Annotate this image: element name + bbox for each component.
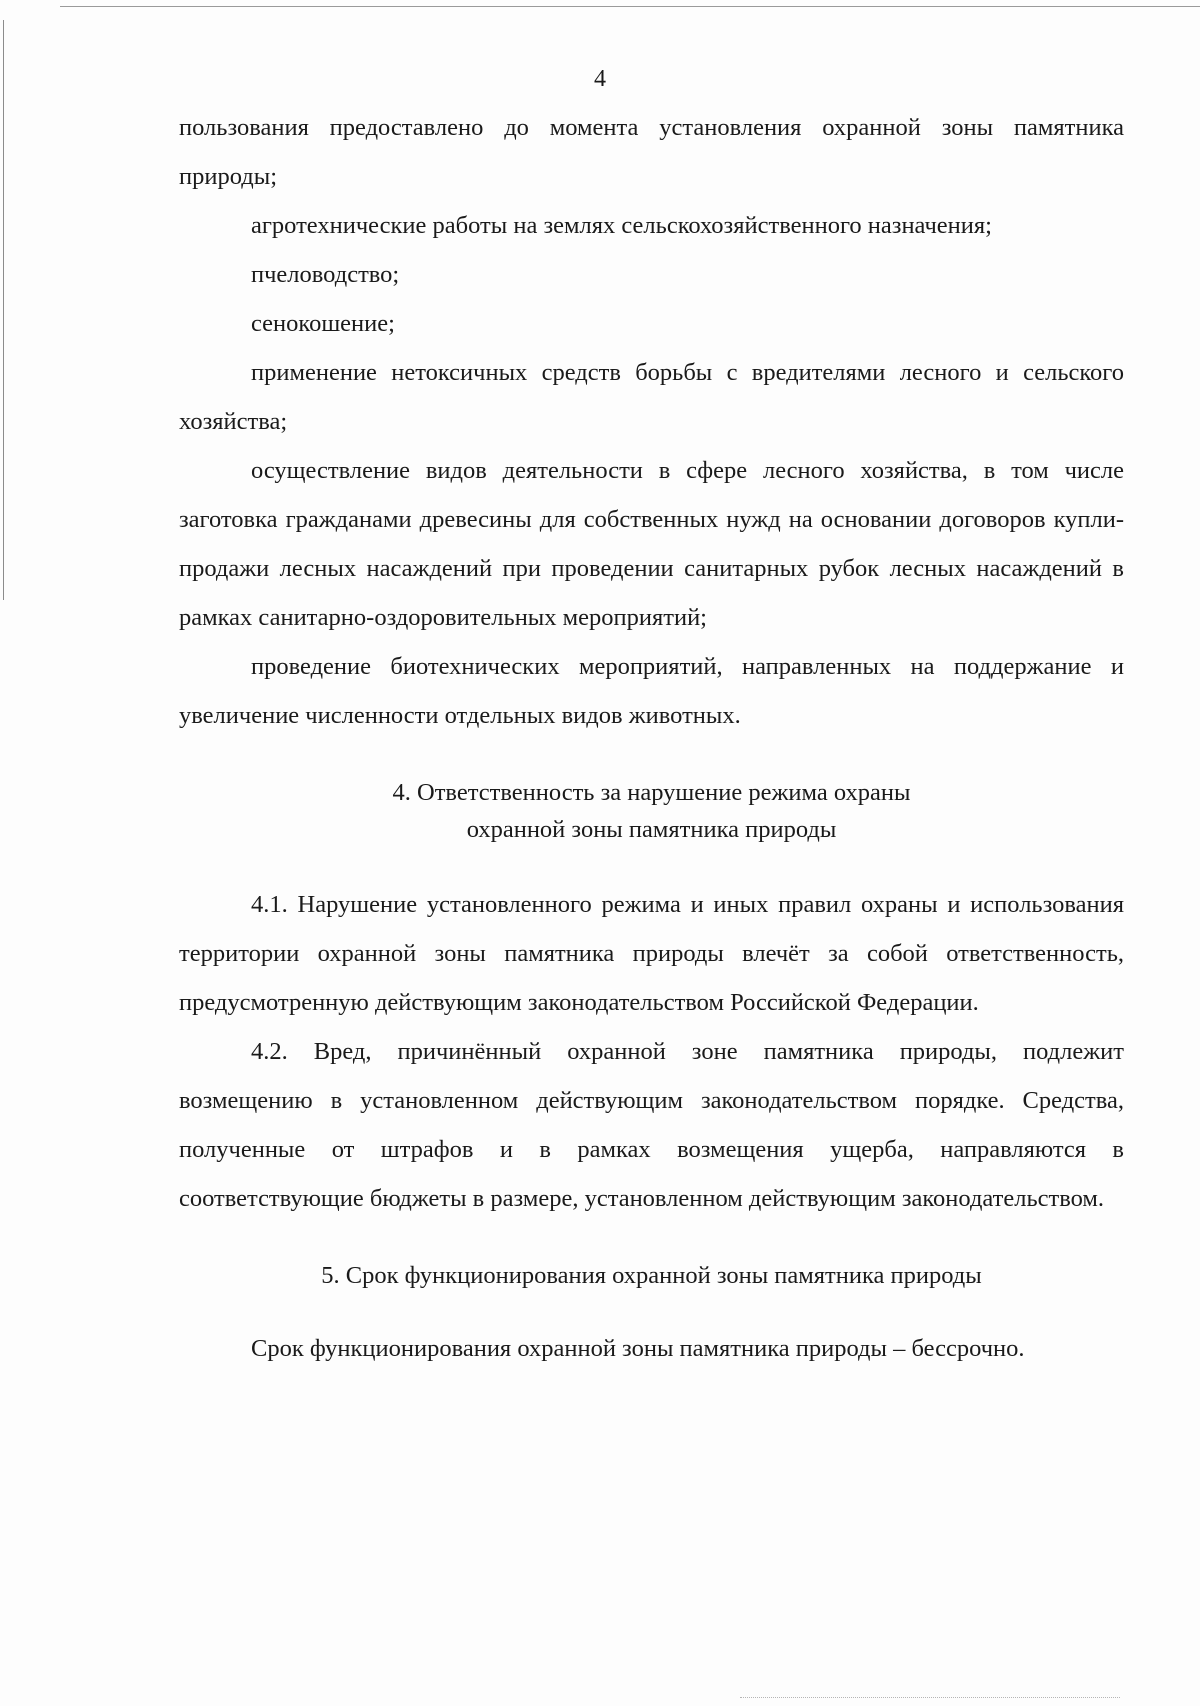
list-item-beekeeping: пчеловодство; — [251, 261, 400, 288]
section-4-paragraph-1: 4.1. Нарушение установленного режима и иных правил охраны и использования территории охранной зоны памятника природы влечёт за собой ответственность, предусмотренную действующим законодательством Российской Федерации. — [179, 891, 1124, 1016]
list-item-pest-control: применение нетоксичных средств борьбы с вредителями лесного и сельского хозяйства; — [179, 359, 1124, 435]
section-4-paragraph-2: 4.2. Вред, причинённый охранной зоне памятника природы, подлежит возмещению в установленном действующим законодательством порядке. Средства, полученные от штрафов и в рамках возмещения ущерба, направляются в соответствующие бюджеты в размере, установленном действующим законодательством. — [179, 1038, 1124, 1212]
page-number: 4 — [594, 66, 606, 92]
list-item-biotechnical: проведение биотехнических мероприятий, направленных на поддержание и увеличение численности отдельных видов животных. — [179, 653, 1124, 729]
section-4-heading-line1: 4. Ответственность за нарушение режима охраны — [392, 779, 911, 806]
scan-border-left — [3, 20, 4, 600]
paragraph-continuation: пользования предоставлено до момента установления охранной зоны памятника природы; — [179, 114, 1124, 190]
section-5-heading: 5. Срок функционирования охранной зоны памятника природы — [321, 1262, 982, 1289]
list-item-agrotechnical: агротехнические работы на землях сельскохозяйственного назначения; — [251, 212, 992, 239]
document-body — [179, 103, 1124, 1373]
scan-border-top — [60, 6, 1200, 7]
section-5-paragraph-1: Срок функционирования охранной зоны памятника природы – бессрочно. — [251, 1335, 1025, 1362]
section-4-heading-line2: охранной зоны памятника природы — [466, 816, 837, 843]
scan-border-bottom — [740, 1697, 1120, 1699]
list-item-haymaking: сенокошение; — [251, 310, 395, 337]
list-item-forestry: осуществление видов деятельности в сфере лесного хозяйства, в том числе заготовка гражданами древесины для собственных нужд на основании договоров купли-продажи лесных насаждений при проведении санитарных рубок лесных насаждений в рамках санитарно-оздоровительных мероприятий; — [179, 457, 1124, 631]
